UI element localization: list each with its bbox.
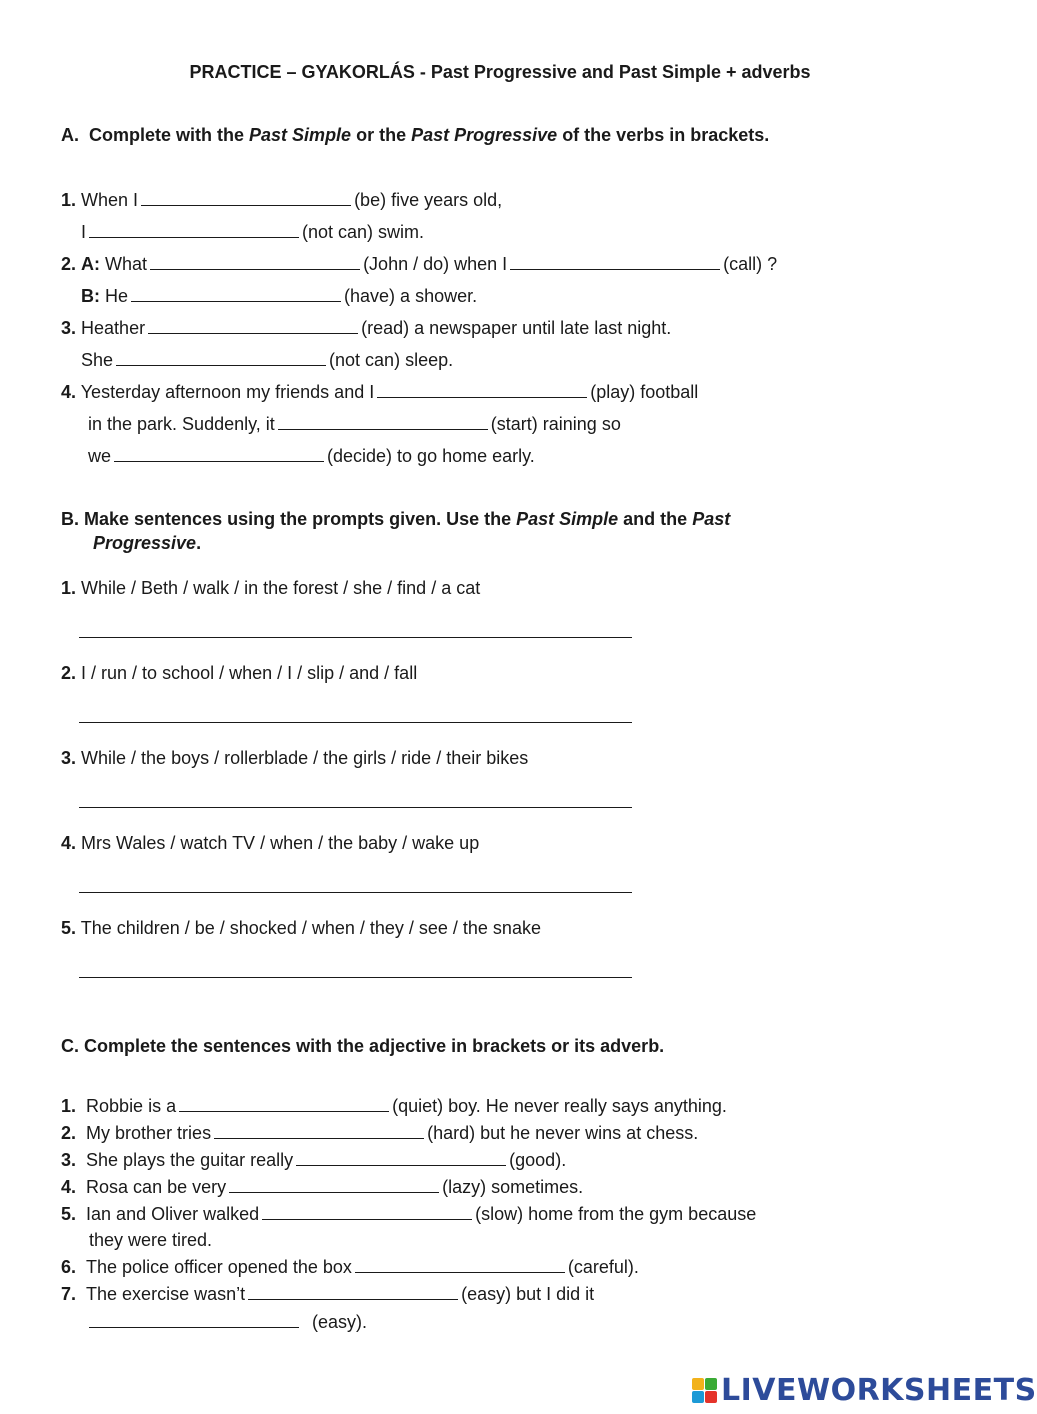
answer-blank[interactable] xyxy=(148,316,358,334)
a-question-2-line-1: 2. A: What (John / do) when I (call) ? xyxy=(61,254,778,274)
c-item-1: 1. Robbie is a (quiet) boy. He never really says anything. xyxy=(61,1096,727,1116)
answer-blank[interactable] xyxy=(248,1282,458,1300)
logo-square xyxy=(692,1378,704,1390)
a-question-1-line-2: I (not can) swim. xyxy=(81,222,425,242)
answer-blank[interactable] xyxy=(377,380,587,398)
answer-blank[interactable] xyxy=(355,1255,565,1273)
b-answer-line-3[interactable] xyxy=(79,807,632,808)
a-question-4-line-2: in the park. Suddenly, it (start) raining so xyxy=(88,414,621,434)
answer-blank[interactable] xyxy=(89,1310,299,1328)
b-answer-line-1[interactable] xyxy=(79,637,632,638)
logo-square xyxy=(692,1391,704,1403)
b-prompt-2: 2. I / run / to school / when / I / slip / and / fall xyxy=(61,663,418,683)
b-answer-line-4[interactable] xyxy=(79,892,632,893)
logo-square xyxy=(705,1391,717,1403)
b-prompt-1: 1. While / Beth / walk / in the forest / she / find / a cat xyxy=(61,578,481,598)
a-question-4-line-3: we (decide) to go home early. xyxy=(88,446,535,466)
answer-blank[interactable] xyxy=(214,1121,424,1139)
logo-square xyxy=(705,1378,717,1390)
c-item-5-continued: they were tired. xyxy=(89,1230,213,1250)
a-question-1-line-1: 1. When I (be) five years old, xyxy=(61,190,503,210)
answer-blank[interactable] xyxy=(131,284,341,302)
answer-blank[interactable] xyxy=(141,188,351,206)
answer-blank[interactable] xyxy=(179,1094,389,1112)
answer-blank[interactable] xyxy=(114,444,324,462)
a-question-2-line-2: B: He (have) a shower. xyxy=(81,286,478,306)
section-c-instruction: C. Complete the sentences with the adjective in brackets or its adverb. xyxy=(61,1036,665,1056)
a-question-4-line-1: 4. Yesterday afternoon my friends and I (play) football xyxy=(61,382,699,402)
b-answer-line-2[interactable] xyxy=(79,722,632,723)
section-b-instruction-line-2: Progressive. xyxy=(93,533,202,553)
b-prompt-5: 5. The children / be / shocked / when / they / see / the snake xyxy=(61,918,541,938)
answer-blank[interactable] xyxy=(229,1175,439,1193)
answer-blank[interactable] xyxy=(510,252,720,270)
answer-blank[interactable] xyxy=(116,348,326,366)
page-title: PRACTICE – GYAKORLÁS - Past Progressive and Past Simple + adverbs xyxy=(189,62,811,82)
b-answer-line-5[interactable] xyxy=(79,977,632,978)
c-item-7: 7. The exercise wasn’t (easy) but I did it xyxy=(61,1284,595,1304)
c-item-2: 2. My brother tries (hard) but he never wins at chess. xyxy=(61,1123,699,1143)
logo-text: LIVEWORKSHEETS xyxy=(721,1372,1037,1408)
b-prompt-3: 3. While / the boys / rollerblade / the girls / ride / their bikes xyxy=(61,748,529,768)
c-item-5: 5. Ian and Oliver walked (slow) home from the gym because xyxy=(61,1204,757,1224)
a-question-3-line-1: 3. Heather (read) a newspaper until late last night. xyxy=(61,318,672,338)
liveworksheets-logo xyxy=(692,1373,1037,1407)
c-item-4: 4. Rosa can be very (lazy) sometimes. xyxy=(61,1177,584,1197)
section-b-instruction-line-1: B. Make sentences using the prompts given. Use the Past Simple and the Past xyxy=(61,509,731,529)
section-a-instruction: A. Complete with the Past Simple or the Past Progressive of the verbs in brackets. xyxy=(61,125,770,145)
section-b-letter: B xyxy=(61,509,74,529)
c-item-3: 3. She plays the guitar really (good). xyxy=(61,1150,567,1170)
c-item-6: 6. The police officer opened the box (careful). xyxy=(61,1257,639,1277)
answer-blank[interactable] xyxy=(278,412,488,430)
answer-blank[interactable] xyxy=(262,1202,472,1220)
c-item-7-continued: (easy). xyxy=(86,1310,367,1333)
answer-blank[interactable] xyxy=(150,252,360,270)
a-question-3-line-2: She (not can) sleep. xyxy=(81,350,454,370)
section-a-letter: A. xyxy=(61,125,79,145)
b-prompt-4: 4. Mrs Wales / watch TV / when / the baby / wake up xyxy=(61,833,480,853)
logo-mark-icon xyxy=(692,1378,717,1403)
answer-blank[interactable] xyxy=(89,220,299,238)
answer-blank[interactable] xyxy=(296,1148,506,1166)
